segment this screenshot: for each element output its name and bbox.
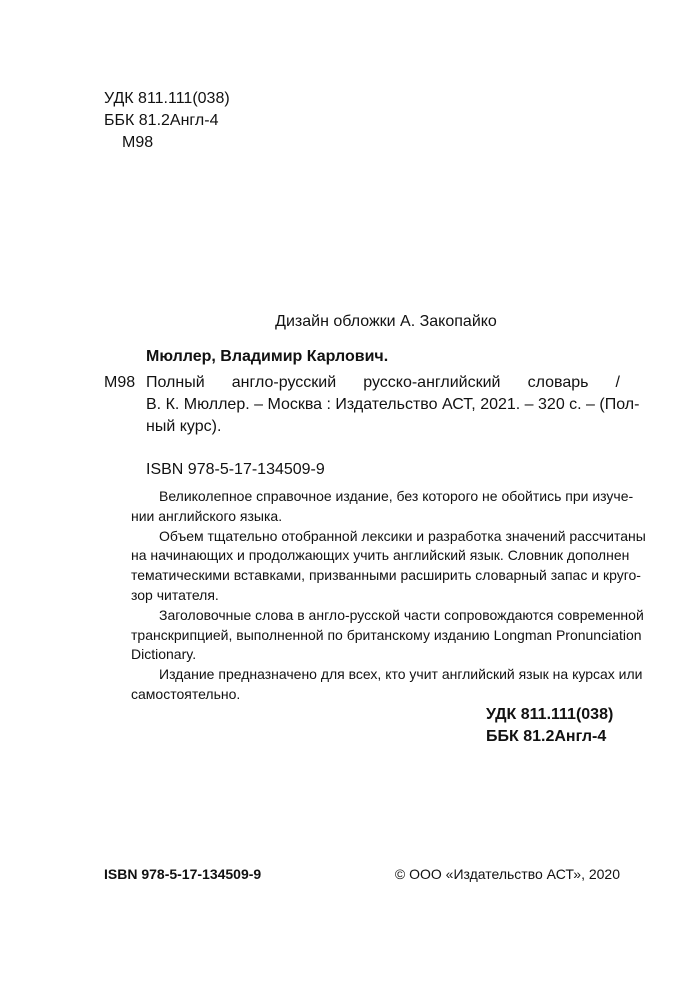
classification-codes-bottom	[486, 704, 613, 748]
description-line: ный курс).	[146, 418, 222, 435]
copyright-notice: © ООО «Издательство АСТ», 2020	[394, 866, 620, 882]
annotation-paragraph	[131, 527, 646, 606]
annotation-line: на начинающих и продолжающих учить английский язык. Словник дополнен	[131, 547, 630, 564]
annotation-paragraph	[131, 606, 644, 665]
description-line: Полный англо-русский русско-английский словарь /	[146, 374, 620, 391]
annotation-line: транскрипцией, выполненной по британскому изданию Longman Pronunciation	[131, 626, 642, 643]
cover-design-credit: Дизайн обложки А. Закопайко	[275, 313, 497, 330]
annotation-line: Объем тщательно отобранной лексики и разработка значений рассчитаны	[159, 527, 646, 544]
udk-code: УДК 811.111(038)	[104, 90, 230, 107]
entry-author-mark: М98	[104, 374, 136, 391]
annotation-line: Великолепное справочное издание, без которого не обойтись при изуче-	[159, 488, 634, 504]
annotation-line: зор читателя.	[131, 586, 219, 603]
annotation-line: самостоятельно.	[131, 685, 241, 702]
annotation-paragraph	[131, 487, 634, 527]
annotation-line: нии английского языка.	[131, 507, 283, 524]
annotation	[131, 487, 646, 705]
footer-isbn: ISBN 978-5-17-134509-9	[104, 866, 262, 882]
author-heading: Мюллер, Владимир Карлович.	[146, 348, 389, 365]
annotation-line: Издание предназначено для всех, кто учит английский язык на курсах или	[159, 666, 643, 683]
description-line: В. К. Мюллер. – Москва : Издательство АСТ, 2021. – 320 с. – (Пол-	[146, 396, 640, 413]
bbk-code: ББК 81.2Англ-4	[104, 112, 219, 129]
isbn: ISBN 978-5-17-134509-9	[146, 461, 325, 478]
author-mark: М98	[122, 134, 154, 151]
annotation-paragraph	[131, 665, 643, 705]
annotation-line: Заголовочные слова в англо-русской части сопровождаются современной	[159, 606, 644, 623]
udk-code: УДК 811.111(038)	[486, 706, 614, 723]
annotation-line: Dictionary.	[131, 646, 197, 663]
bbk-code: ББК 81.2Англ-4	[486, 728, 607, 745]
classification-codes-top	[104, 88, 230, 154]
annotation-line: тематическими вставками, призванными расширить словарный запас и круго-	[131, 567, 641, 584]
bibliographic-description	[146, 372, 640, 438]
